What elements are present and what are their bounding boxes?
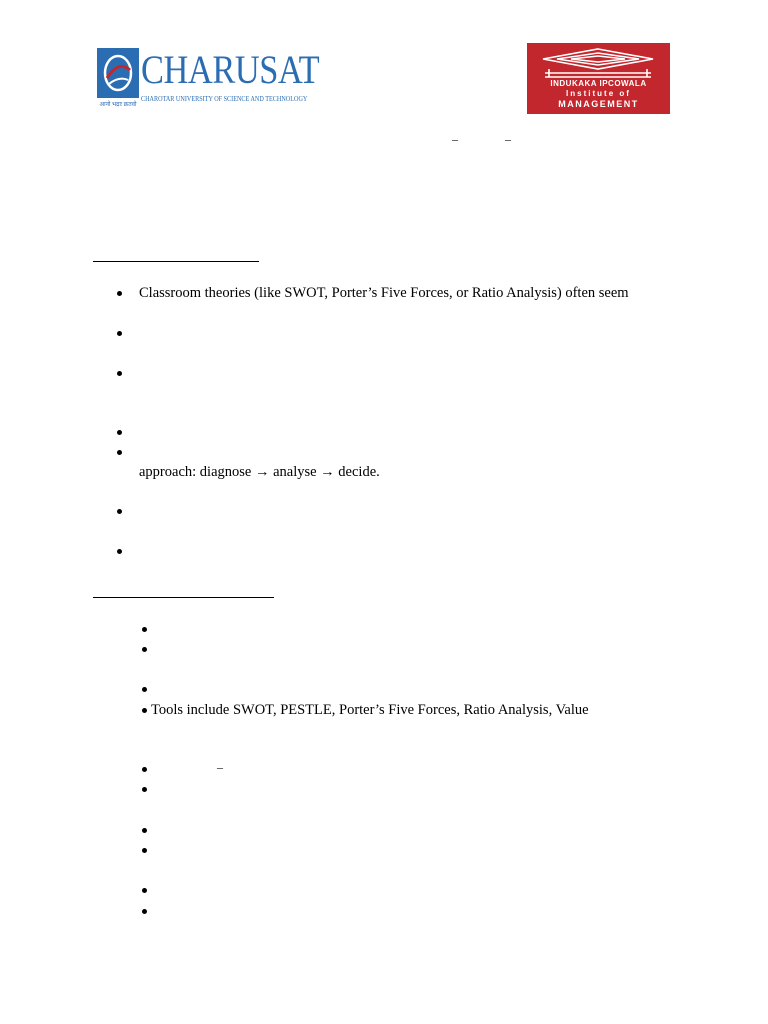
iim-logo [527, 43, 670, 114]
bullet-marker [117, 371, 122, 376]
title-dash-2: – [505, 132, 511, 146]
bullet-marker [142, 687, 147, 692]
bullet-marker [117, 509, 122, 514]
section2-heading-underline [93, 597, 274, 598]
bullet-marker [117, 430, 122, 435]
iim-logo-line-2: Institute of [566, 89, 631, 98]
bullet-marker [142, 787, 147, 792]
iim-logo-line-1: INDUKAKA IPCOWALA [550, 79, 647, 88]
bullet-marker [142, 708, 147, 713]
bullet-marker [142, 647, 147, 652]
bullet-marker [117, 549, 122, 554]
bullet-marker [142, 909, 147, 914]
bullet-marker [117, 291, 122, 296]
section1-heading-underline [93, 261, 259, 262]
charusat-name: CHARUSAT [141, 47, 320, 92]
list-item: Classroom theories (like SWOT, Porter’s Five Forces, or Ratio Analysis) often seem [139, 285, 629, 301]
bullet-marker [117, 331, 122, 336]
charusat-motto: आनो भद्राः क्रतवो [99, 102, 137, 108]
bullet-marker [142, 627, 147, 632]
list-item: Tools include SWOT, PESTLE, Porter’s Five Forces, Ratio Analysis, Value [151, 702, 589, 718]
charusat-subtitle: CHAROTAR UNIVERSITY OF SCIENCE AND TECHNOLOGY [141, 95, 308, 103]
bullet-marker [117, 450, 122, 455]
bullet-marker [142, 767, 147, 772]
charusat-logo [97, 47, 320, 110]
bullet-marker [142, 828, 147, 833]
bullet-marker [142, 848, 147, 853]
title-dash-1: – [452, 132, 458, 146]
list-item-dash: – [217, 760, 223, 774]
bullet-marker [142, 888, 147, 893]
list-item-continuation: approach: diagnose → analyse → decide. [139, 464, 380, 480]
iim-logo-line-3: MANAGEMENT [558, 99, 639, 109]
